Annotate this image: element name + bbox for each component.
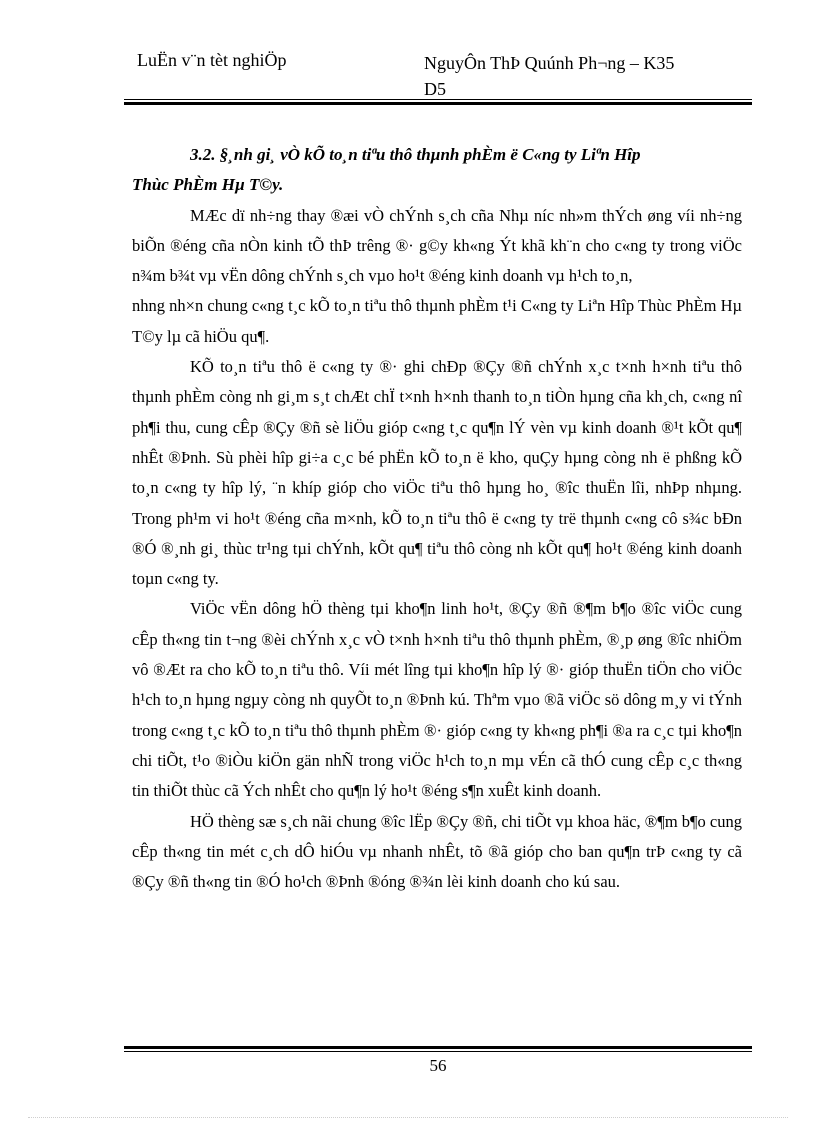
paragraph-5: HÖ thèng sæ s¸ch nãi chung ®îc lËp ®Çy ®ñ, chi tiÕt vµ khoa häc, ®¶m b¶o cung cÊp th«ng tin mét c¸ch dÔ hiÓu vµ nhanh nhÊt, tõ ®ã gióp cho ban qu¶n trÞ c«ng ty cã ®Çy ®ñ th«ng tin ®Ó ho¹ch ®Þnh ®óng ®¾n lèi kinh doanh cho kú sau. <box>132 811 742 892</box>
page-bottom-divider <box>28 1117 788 1118</box>
paragraph-1: MÆc dï nh÷ng thay ®æi vÒ chÝnh s¸ch cña Nhµ níc nh»m thÝch øng víi nh÷ng biÕn ®éng cña nÒn kinh tÕ thÞ trêng ®· g©y kh«ng Ýt khã kh¨n cho c«ng ty trong viÖc n¾m b¾t vµ vËn dông chÝnh s¸ch vµo ho¹t ®éng kinh doanh vµ h¹ch to¸n, <box>132 205 742 286</box>
section-heading-line2: Thùc PhÈm Hµ T©y. <box>132 175 284 195</box>
author-line: NguyÔn ThÞ Quúnh Ph¬ng – K35 <box>424 53 675 73</box>
page-header <box>0 0 816 110</box>
header-rule-thick <box>124 102 752 105</box>
author-info <box>424 50 754 102</box>
thesis-label: LuËn v¨n tèt nghiÖp <box>137 50 287 70</box>
section-heading <box>132 140 742 201</box>
section-heading-line1: 3.2. §¸nh gi¸ vÒ kÕ to¸n tiªu thô thµnh phÈm ë C«ng ty Liªn Hîp <box>190 145 641 164</box>
class-line: D5 <box>424 79 446 99</box>
footer-rule-thick <box>124 1046 752 1049</box>
page-number: 56 <box>429 1056 447 1075</box>
main-content <box>132 140 742 897</box>
paragraph-2: nhng nh×n chung c«ng t¸c kÕ to¸n tiªu thô thµnh phÈm t¹i C«ng ty Liªn Hîp Thùc PhÈm Hµ T©y lµ cã hiÖu qu¶. <box>132 296 742 346</box>
paragraph-4: ViÖc vËn dông hÖ thèng tµi kho¶n linh ho¹t, ®Çy ®ñ ®¶m b¶o ®îc viÖc cung cÊp th«ng tin t¬ng ®èi chÝnh x¸c vÒ t×nh h×nh tiªu thô thµnh phÈm, ®¸p øng ®îc nhiÖm vô ®Æt ra cho kÕ to¸n tiªu thô. Víi mét lîng tµi kho¶n hîp lý ®· gióp thuËn tiÖn cho viÖc h¹ch to¸n hµng ngµy còng nh quyÕt to¸n ®Þnh kú. Thªm vµo ®ã viÖc sö dông m¸y vi tÝnh trong c«ng t¸c kÕ to¸n tiªu thô thµnh phÈm ®· gióp c«ng ty kh«ng ph¶i ®a ra c¸c tµi kho¶n chi tiÕt, t¹o ®iÒu kiÖn gän nhÑ trong viÖc h¹ch to¸n mµ vÉn cã thÓ cung cÊp c¸c th«ng tin thiÕt thùc cã Ých nhÊt cho qu¶n lý ho¹t ®éng s¶n xuÊt kinh doanh. <box>132 599 742 801</box>
footer-rule-thin <box>124 1051 752 1052</box>
paragraph-3: KÕ to¸n tiªu thô ë c«ng ty ®· ghi chÐp ®Çy ®ñ chÝnh x¸c t×nh h×nh tiªu thô thµnh phÈm còng nh gi¸m s¸t chÆt chÏ t×nh h×nh thanh to¸n tiÒn hµng cña kh¸ch, c«ng nî ph¶i thu, cung cÊp ®Çy ®ñ sè liÖu gióp c«ng t¸c qu¶n lÝ vèn vµ kinh doanh ®¹t kÕt qu¶ nhÊt ®Þnh. Sù phèi hîp gi÷a c¸c bé phËn kÕ to¸n ë kho, quÇy hµng còng nh ë phßng kÕ to¸n c«ng ty hîp lý, ¨n khíp gióp cho viÖc tiªu thô hµng ho¸ ®îc thuËn lîi, nhÞp nhµng. Trong ph¹m vi ho¹t ®éng cña m×nh, kÕ to¸n tiªu thô ë c«ng ty trë thµnh c«ng cô s¾c bÐn ®Ó ®¸nh gi¸ thùc tr¹ng tµi chÝnh, kÕt qu¶ tiªu thô còng nh kÕt qu¶ ho¹t ®éng kinh doanh toµn c«ng ty. <box>132 357 742 589</box>
header-rule-thin <box>124 99 752 100</box>
